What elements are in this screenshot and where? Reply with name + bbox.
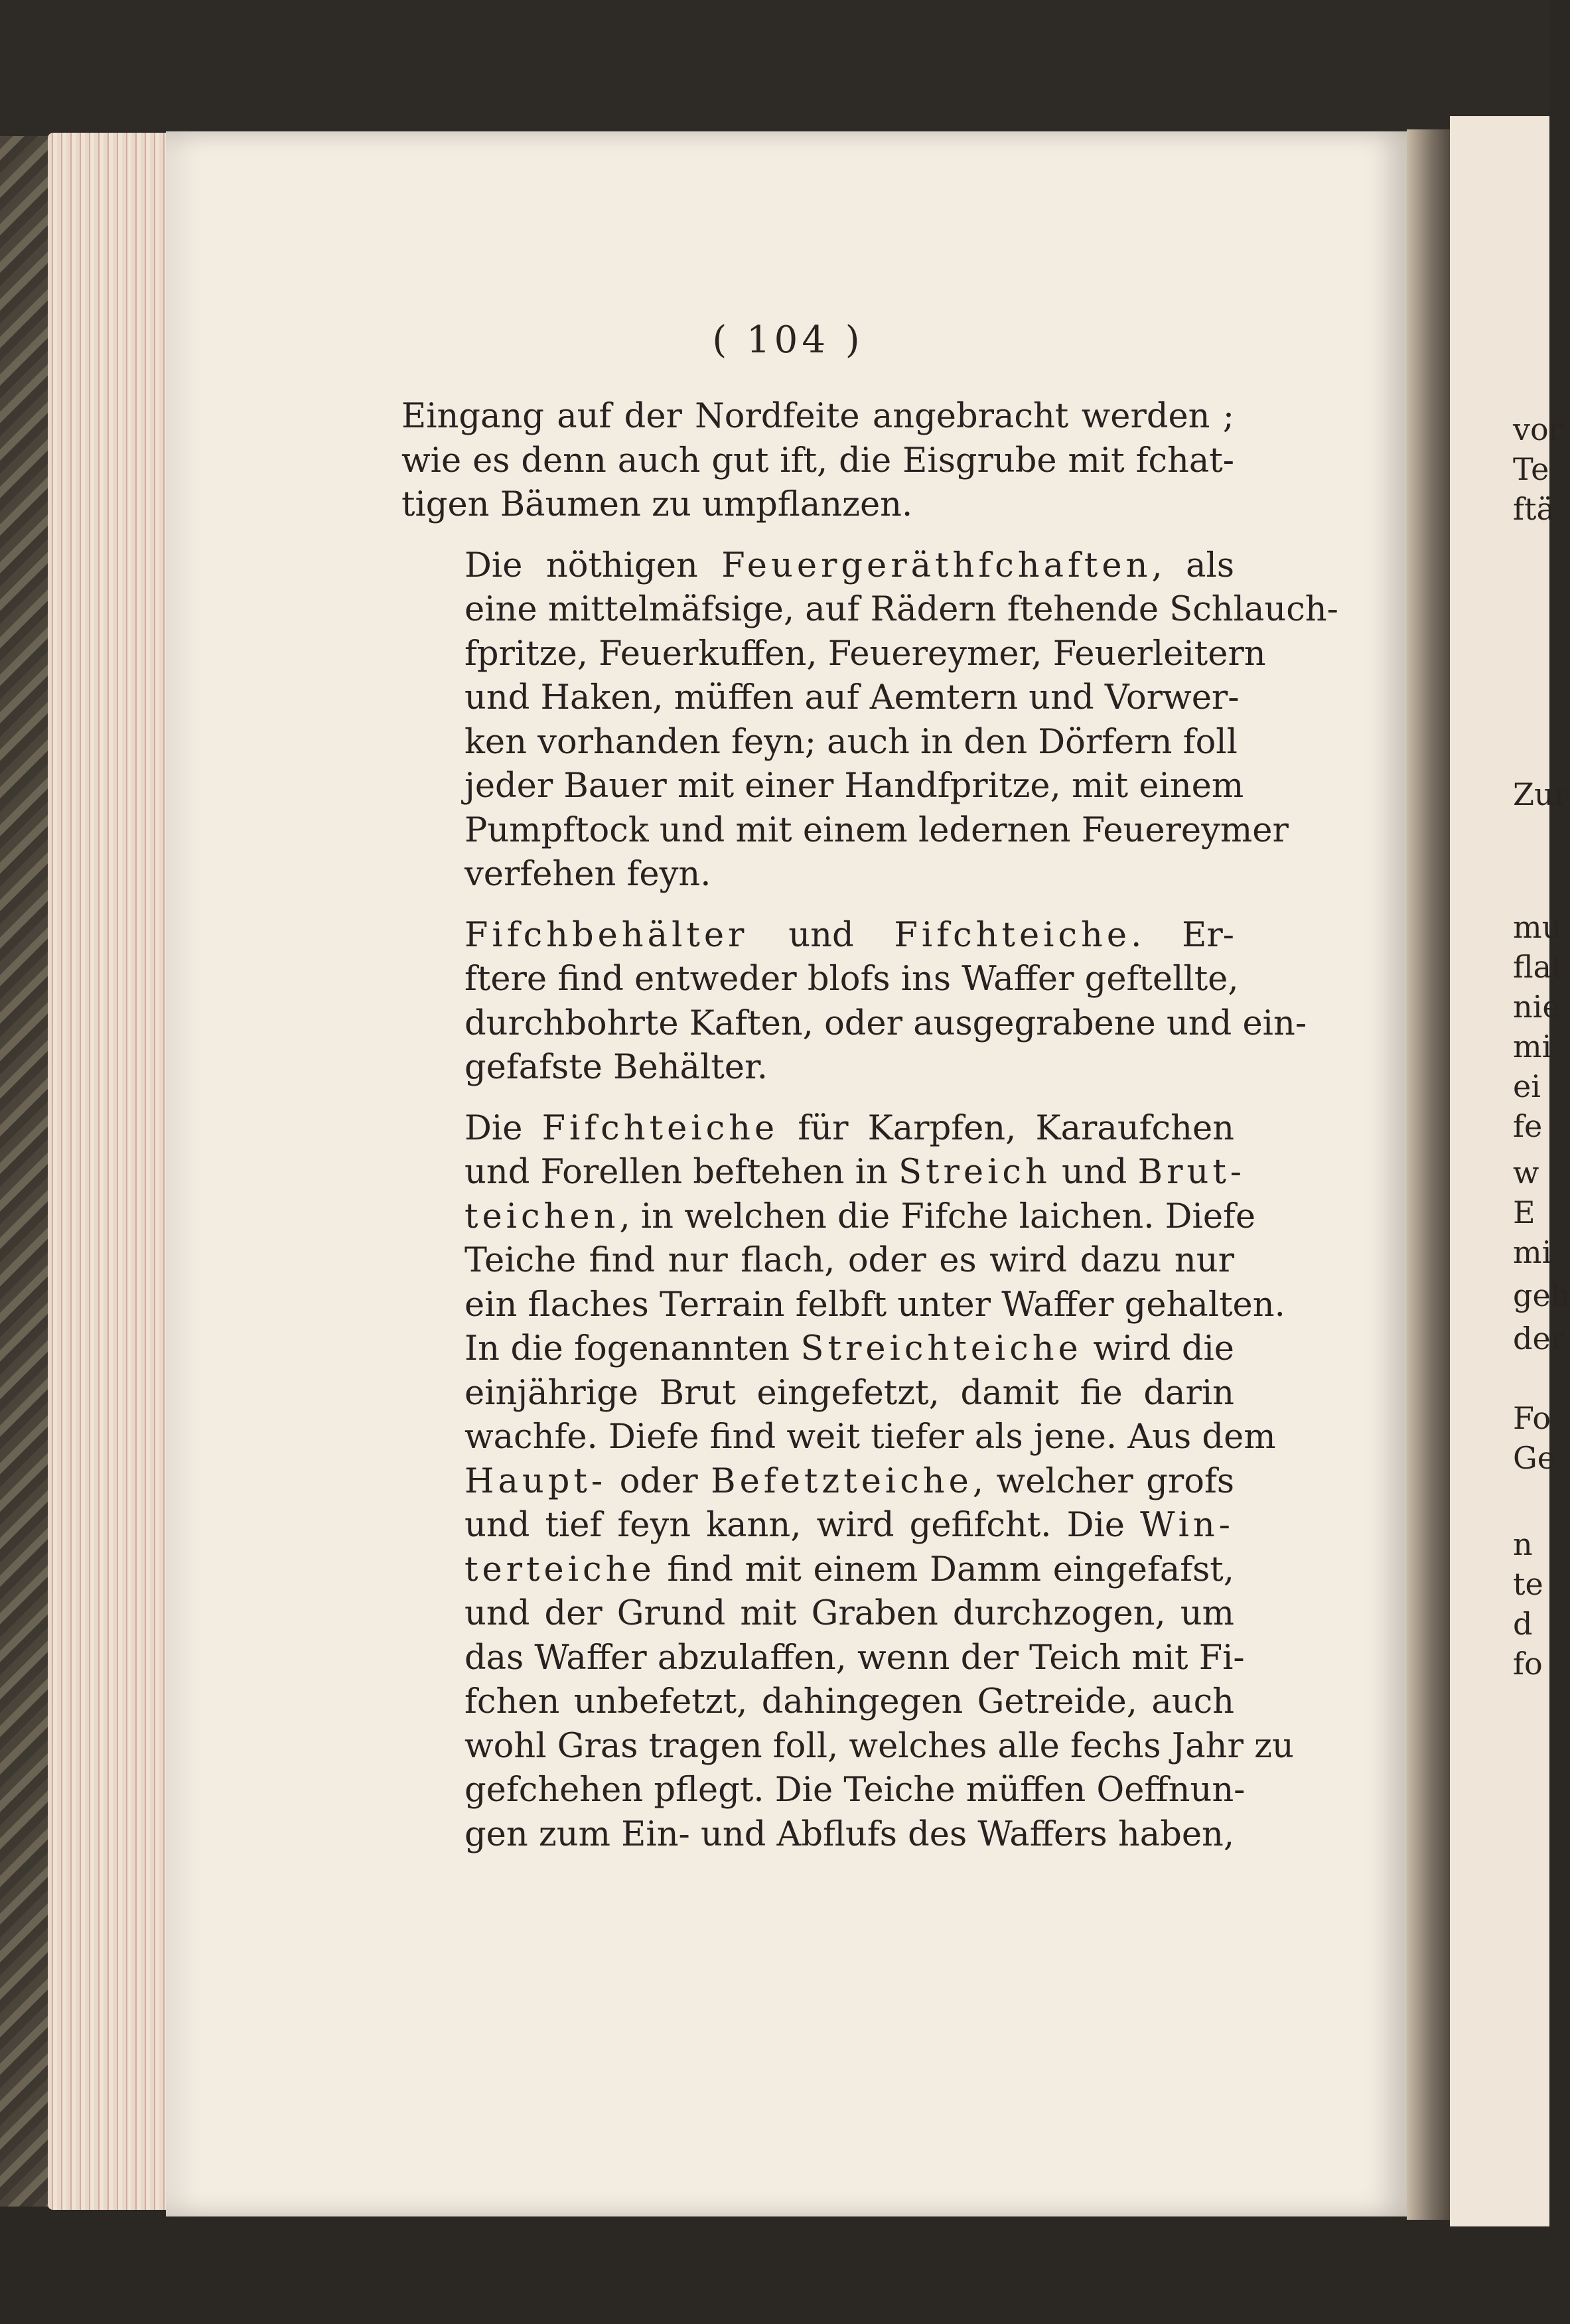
text-run: für Karpfen, Karaufchen	[778, 1108, 1234, 1148]
spaced-term: Haupt-	[464, 1461, 607, 1501]
text-run: und Forellen beftehen in	[464, 1153, 899, 1192]
right-page-fragment: Fo	[1513, 1400, 1551, 1436]
text-line	[401, 1504, 1234, 1548]
text-run: ken vorhanden feyn; auch in den Dörfern foll	[464, 722, 1238, 762]
right-page-fragment: nie	[1513, 989, 1561, 1025]
right-page-fragment: ei	[1513, 1068, 1541, 1104]
right-page-fragment: fe	[1513, 1108, 1543, 1144]
book-page-right-edge	[1450, 116, 1570, 2226]
text-line	[401, 632, 1266, 677]
text-run: wachfe. Diefe find weit tiefer als jene. Aus dem	[464, 1417, 1276, 1457]
book-gutter	[1407, 129, 1453, 2220]
text-line	[401, 1460, 1234, 1504]
text-run: In die fogenannten	[464, 1329, 801, 1368]
spaced-term: Streichteiche	[800, 1329, 1082, 1368]
spaced-term: teichen	[464, 1197, 620, 1236]
text-line	[401, 1046, 1234, 1090]
page-number: ( 104 )	[712, 319, 864, 362]
text-line	[401, 809, 1289, 853]
text-run: gefafste Behälter.	[464, 1048, 768, 1087]
text-run: tigen Bäumen zu umpflanzen.	[401, 485, 913, 524]
text-run: , welcher grofs	[972, 1461, 1234, 1501]
text-run: Teiche find nur flach, oder es wird dazu nur	[464, 1241, 1234, 1280]
text-run: eine mittelmäfsige, auf Rädern ftehende Schlauch-	[464, 590, 1338, 629]
text-line	[401, 395, 1234, 439]
text-run: verfehen feyn.	[464, 855, 711, 894]
text-run: , als	[1151, 545, 1235, 585]
right-page-fragment: fo	[1513, 1646, 1543, 1682]
spaced-term: Brut-	[1137, 1153, 1246, 1192]
text-line	[401, 1813, 1234, 1857]
spaced-term: Fifchbehälter	[464, 915, 749, 955]
text-line	[401, 721, 1238, 765]
paragraph	[401, 544, 1338, 897]
right-page-fragment: n	[1513, 1526, 1533, 1562]
text-line	[401, 914, 1234, 958]
text-run: und	[1050, 1153, 1138, 1192]
right-page-fragment: E	[1513, 1195, 1535, 1230]
spaced-term: Streich	[898, 1153, 1051, 1192]
text-line	[401, 1636, 1245, 1681]
right-page-fragment: ftä	[1513, 491, 1555, 527]
text-line	[401, 1107, 1234, 1151]
text-line	[401, 1416, 1276, 1460]
text-run: Die	[464, 1108, 542, 1148]
text-line	[401, 1195, 1256, 1240]
right-page-fragment: flat	[1513, 949, 1564, 985]
text-run: durchbohrte Kaften, oder ausgegrabene und ein-	[464, 1003, 1307, 1043]
text-run: das Waffer abzulaffen, wenn der Teich mit Fi-	[464, 1638, 1245, 1678]
spaced-term: terteiche	[464, 1550, 656, 1589]
text-line	[401, 853, 1234, 897]
text-line	[401, 764, 1244, 809]
text-run: wohl Gras tragen foll, welches alle fechs Jahr zu	[464, 1726, 1294, 1766]
right-page-fragment: vor	[1513, 411, 1563, 447]
text-line	[401, 483, 1234, 528]
text-run: und Haken, müffen auf Aemtern und Vorwer-	[464, 678, 1240, 717]
text-run: wie es denn auch gut ift, die Eisgrube mit fchat-	[401, 441, 1234, 480]
right-page-fragment: te	[1513, 1566, 1543, 1602]
page-text	[401, 395, 1338, 1857]
paragraph	[401, 395, 1234, 528]
right-page-fragment: Ge	[1513, 1440, 1555, 1476]
text-line	[401, 1151, 1246, 1195]
right-page-fragment: geh	[1513, 1277, 1570, 1313]
text-line	[401, 1372, 1234, 1416]
right-page-fragment: Zur	[1513, 776, 1569, 812]
text-run: fchen unbefetzt, dahingegen Getreide, auch	[464, 1682, 1234, 1721]
text-line	[401, 1002, 1307, 1047]
text-run: Die nöthigen	[464, 545, 722, 585]
spaced-term: Win-	[1140, 1506, 1234, 1545]
text-line	[401, 1548, 1234, 1593]
right-page-fragment: Te	[1513, 451, 1549, 487]
text-run: Pumpftock und mit einem ledernen Feuereymer	[464, 810, 1289, 850]
text-line	[401, 1239, 1234, 1283]
text-line	[401, 676, 1240, 721]
text-run: und	[748, 915, 894, 955]
text-run: und tief feyn kann, wird gefifcht. Die	[464, 1506, 1141, 1545]
text-run: und der Grund mit Graben durchzogen, um	[464, 1594, 1234, 1633]
text-run: wird die	[1082, 1329, 1234, 1368]
text-run: oder	[607, 1461, 711, 1501]
text-line	[401, 1327, 1234, 1372]
text-run: . Er-	[1131, 915, 1234, 955]
page-block-edges	[48, 133, 180, 2210]
text-run: , in welchen die Fifche laichen. Diefe	[619, 1197, 1256, 1236]
spaced-term: Feuergeräthfchaften	[721, 545, 1152, 585]
right-page-fragment: d	[1513, 1606, 1533, 1642]
spaced-term: Fifchteiche	[894, 915, 1131, 955]
right-page-fragment: w	[1513, 1155, 1539, 1191]
right-page-fragment: mi	[1513, 1029, 1552, 1064]
text-line	[401, 439, 1234, 484]
paragraph	[401, 1107, 1294, 1857]
text-line	[401, 958, 1239, 1002]
background-top	[0, 0, 1549, 153]
text-run: jeder Bauer mit einer Handfpritze, mit einem	[464, 766, 1244, 806]
text-line	[401, 1592, 1234, 1636]
spaced-term: Fifchteiche	[541, 1108, 779, 1148]
text-run: find mit einem Damm eingefafst,	[655, 1550, 1234, 1589]
text-run: Eingang auf der Nordfeite angebracht werden ;	[401, 397, 1234, 436]
text-run: ein flaches Terrain felbft unter Waffer gehalten.	[464, 1285, 1285, 1325]
text-run: ftere find entweder blofs ins Waffer geftellte,	[464, 960, 1239, 999]
text-line	[401, 1283, 1285, 1328]
text-line	[401, 588, 1338, 632]
text-line	[401, 1725, 1294, 1769]
text-run: gen zum Ein- und Abflufs des Waffers haben,	[464, 1814, 1235, 1854]
right-page-fragment: mi	[1513, 1234, 1552, 1270]
text-run: fpritze, Feuerkuffen, Feuereymer, Feuerleitern	[464, 634, 1266, 674]
spaced-term: Befetzteiche	[711, 1461, 973, 1501]
right-page-fragment: mu	[1513, 909, 1562, 945]
paragraph	[401, 914, 1307, 1090]
text-line	[401, 544, 1234, 589]
text-run: gefchehen pflegt. Die Teiche müffen Oeffnun-	[464, 1771, 1246, 1810]
right-page-fragment: der	[1513, 1321, 1565, 1356]
text-run: einjährige Brut eingefetzt, damit fie darin	[464, 1373, 1234, 1413]
text-line	[401, 1769, 1246, 1813]
text-line	[401, 1680, 1234, 1725]
